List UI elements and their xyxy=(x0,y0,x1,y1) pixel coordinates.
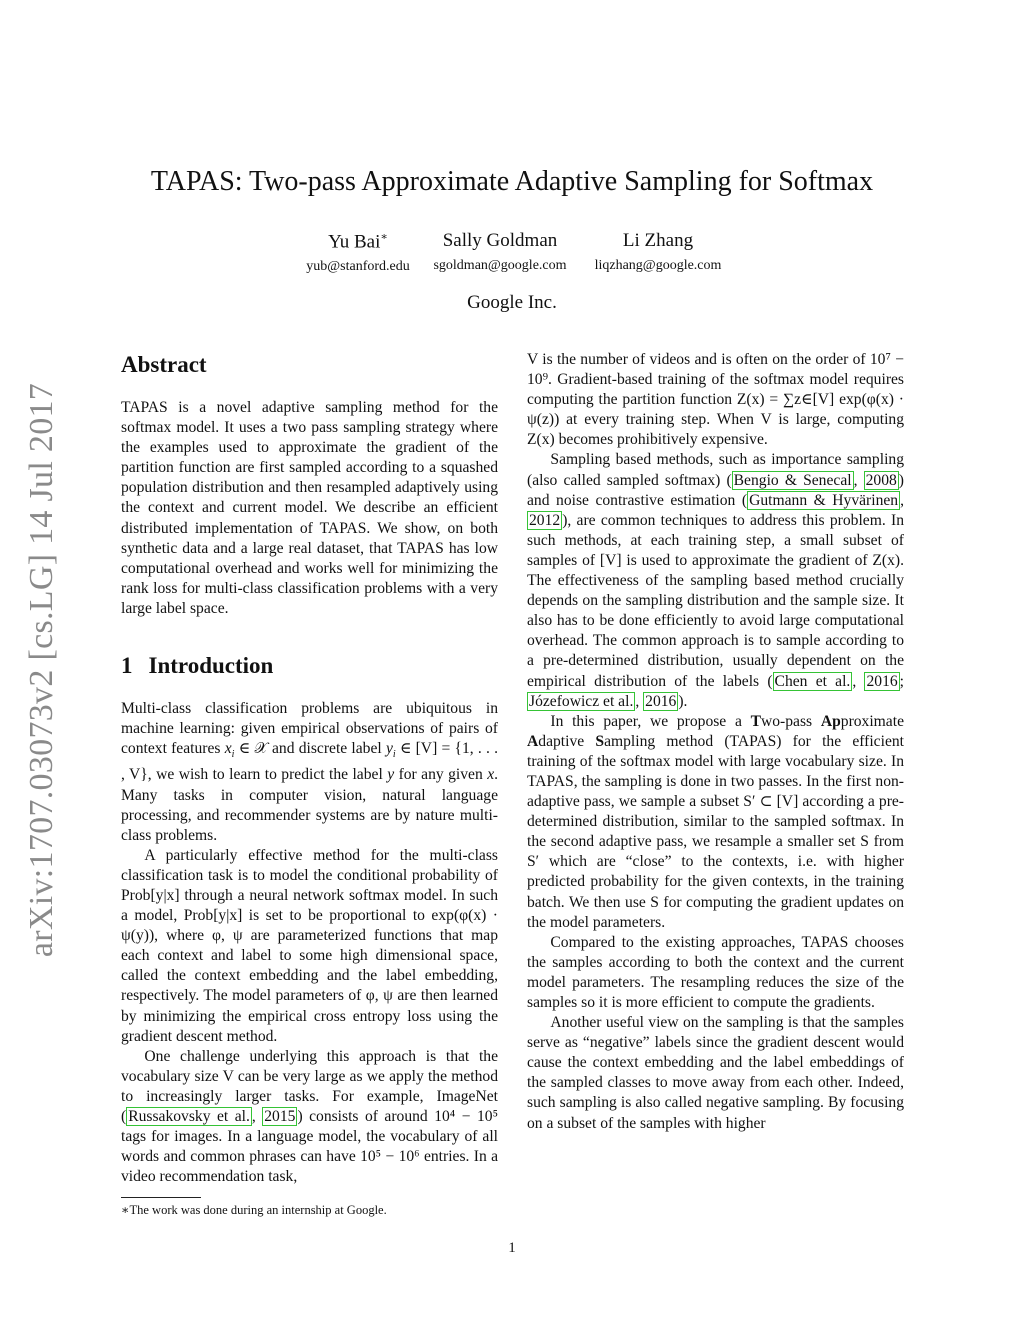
author-email: sgoldman@google.com xyxy=(433,258,567,273)
section-number: 1 xyxy=(121,653,133,679)
citation-year-link[interactable]: 2008 xyxy=(865,471,897,489)
citation-year-link[interactable]: 2016 xyxy=(645,692,677,710)
footnote-rule xyxy=(121,1197,201,1198)
author-name: Sally Goldman xyxy=(442,230,558,251)
intro-paragraph-1: Multi-class classification problems are ubiquitous in machine learning: given empirical observations of pairs of context features $x_i$ ∈ 𝒳 and discrete label $y_i$ ∈ [V] = {1, . . . , V}, we wish to learn to predict the label y for any given x. Many tasks in computer vision, natural language processing, and recommender systems are by nature multi-class problems. xyxy=(121,700,499,844)
abstract-text: TAPAS is a novel adaptive sampling method for the softmax model. It uses a two pass sampling strategy where the examples used to approximate the gradient of the partition function are first sampled according to a squashed population distribution and then resampled adaptively using the context and current model. We describe an efficient distributed implementation of TAPAS. We show, on both synthetic data and a large real dataset, that TAPAS has low computational overhead and works well for minimizing the rank loss for multi-class classification problems with a very large label space. xyxy=(121,399,498,617)
citation-link[interactable]: Gutmann & Hyvärinen xyxy=(749,491,899,509)
author-1 xyxy=(300,230,416,275)
citation-year-link[interactable]: 2015 xyxy=(264,1108,296,1126)
citation-link[interactable]: Chen et al. xyxy=(774,672,851,690)
left-column xyxy=(121,350,498,1218)
author-2 xyxy=(424,230,576,274)
citation-link[interactable]: Bengio & Senecal xyxy=(733,471,852,489)
intro-paragraph-3: One challenge underlying this approach is that the vocabulary size V can be very large as we apply the method to increasingly larger tasks. For example, ImageNet ( Russakovsky et al. , 2015 ) consists of around 10⁴ − 10⁵ tags for images. In a language model, the vocabulary of all words and common phrases can have 10⁵ − 10⁶ entries. In a video recommendation task, xyxy=(121,1047,499,1186)
right-column xyxy=(527,350,904,1134)
author-name: Yu Bai xyxy=(328,231,381,253)
citation-year-link[interactable]: 2012 xyxy=(529,511,561,529)
abstract-heading: Abstract xyxy=(121,352,207,377)
footnote-mark: ∗ xyxy=(380,231,388,243)
citation-link[interactable]: Józefowicz et al. xyxy=(529,692,634,710)
citation-link[interactable]: Russakovsky et al. xyxy=(128,1108,250,1126)
arxiv-sidebar-identifier xyxy=(12,360,72,980)
right-paragraph-1: V is the number of videos and is often on the order of 10⁷ − 10⁹. Gradient-based training of the softmax model requires computing the partition function Z(x) = ∑z∈[V] exp(φ(x) · ψ(z)) at every training step. When V is large, computing Z(x) becomes prohibitively expensive. xyxy=(527,351,904,449)
right-paragraph-4: Compared to the existing approaches, TAPAS chooses the samples according to both the context and the current model parameters. The resampling reduces the size of the samples so it is more efficient to compute the gradients. xyxy=(527,933,904,1011)
affiliation: Google Inc. xyxy=(467,292,557,313)
right-paragraph-5: Another useful view on the sampling is that the samples serve as “negative” labels since the gradient descent would cause the context embedding and the label embeddings of the sampled classes to move away from each other. Indeed, such sampling is also called negative sampling. By focusing on a subset of the samples with higher xyxy=(527,1014,904,1132)
author-email: liqzhang@google.com xyxy=(594,258,722,273)
arxiv-id-text: arXiv:1707.03073v2 [cs.LG] 14 Jul 2017 xyxy=(23,382,60,958)
section-title: Introduction xyxy=(148,653,274,679)
author-name: Li Zhang xyxy=(622,230,694,251)
intro-paragraph-2: A particularly effective method for the multi-class classification task is to model the conditional probability of Prob[y|x] through a neural network softmax model. In such a model, Prob[y|x] is set to be proportional to exp(φ(x) · ψ(y)), where φ, ψ are parameterized functions that map each context and label to some high dimensional space, called the context embedding and the label embedding, respectively. The model parameters of φ, ψ are then learned by minimizing the empirical cross entropy loss using the gradient descent method. xyxy=(121,846,498,1045)
right-paragraph-2: Sampling based methods, such as importance sampling (also called sampled softmax) ( Bengio & Senecal , 2008 ) and noise contrastive estimation ( Gutmann & Hyvärinen , 2012 ), are common techniques to address this problem. In such methods, at each training step, a small subset of samples of [V] is used to approximate the gradient of Z(x). The effectiveness of the sampling based method crucially depends on the sampling distribution and the sample size. It also has to be done efficiently to avoid large computational overhead. The common approach is to sample according to a pre-determined distribution, usually dependent on the empirical distribution of the labels ( Chen et al. , 2016 ; Józefowicz et al. , 2016 ). xyxy=(527,451,905,710)
citation-year-link[interactable]: 2016 xyxy=(866,672,898,690)
section-heading-introduction xyxy=(121,651,498,681)
footnote: ∗The work was done during an internship at Google. xyxy=(121,1203,387,1218)
author-3 xyxy=(586,230,730,274)
page-number: 1 xyxy=(508,1240,516,1256)
right-paragraph-3: In this paper, we propose a Two-pass Approximate Adaptive Sampling method (TAPAS) for the efficient training of the softmax model with large vocabulary size. In TAPAS, the sampling is done in two passes. In the first non-adaptive pass, we sample a subset S′ ⊂ [V] according a pre-determined distribution, similar to the sampled softmax. In the second adaptive pass, we resample a smaller set S from S′ which are “close” to the contexts, i.e. with higher predicted probability for the given contexts, in the training batch. We then use S for computing the gradient updates on the model parameters. xyxy=(527,712,904,931)
author-email: yub@stanford.edu xyxy=(306,259,410,275)
paper-title: TAPAS: Two-pass Approximate Adaptive Sampling for Softmax xyxy=(150,166,874,197)
